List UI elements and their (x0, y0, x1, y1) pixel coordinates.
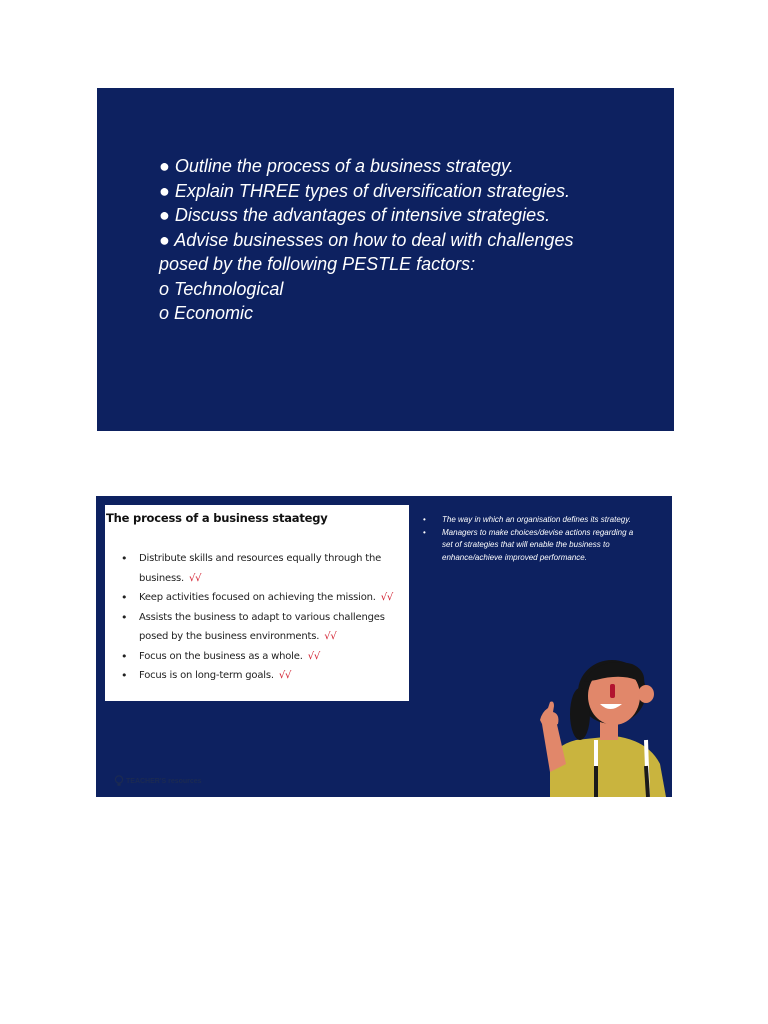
publisher-logo (114, 775, 202, 787)
strategy-points-list (119, 549, 404, 686)
objectives-slide (97, 88, 674, 431)
objective-line: posed by the following PESTLE factors: (159, 254, 476, 274)
strategy-point (119, 608, 404, 647)
strategy-points-box (105, 505, 409, 701)
point-text: Keep activities focused on achieving the mission. (139, 592, 376, 603)
lightbulb-icon (114, 775, 124, 787)
strategy-point (119, 647, 404, 667)
tick-mark: √√ (278, 670, 292, 681)
tick-mark: √√ (324, 631, 337, 642)
tick-mark: √√ (307, 650, 321, 662)
objective-line: ● Explain THREE types of diversification strategies. (159, 180, 571, 201)
point-text: Focus is on long-term goals. (139, 670, 274, 681)
tick-mark: √√ (380, 592, 394, 603)
objective-line: ● Outline the process of a business strategy. (159, 156, 514, 176)
strategy-point (119, 666, 404, 686)
definition-item: • The way in which an organisation defines its strategy. (423, 514, 645, 527)
definition-item: • Managers to make choices/devise actions regarding a set of strategies that will enable the business to enhance/achieve improved performance. (423, 527, 645, 565)
presenter-illustration-icon (536, 654, 672, 797)
point-text: Distribute skills and resources equally through the business. (139, 553, 382, 584)
definition-list (423, 514, 645, 564)
objective-line: o Technological (159, 278, 284, 299)
strategy-process-slide (96, 496, 672, 797)
objective-line: o Economic (159, 303, 254, 323)
strategy-point (119, 549, 404, 588)
objective-line: ● Advise businesses on how to deal with challenges (159, 229, 574, 250)
objectives-list (159, 154, 639, 326)
point-text: Assists the business to adapt to various challenges posed by the business environments. (139, 611, 385, 642)
box-title: The process of a business staategy (106, 511, 328, 525)
logo-text: TEACHER'S resources (126, 777, 202, 785)
strategy-point (119, 588, 404, 608)
tick-mark: √√ (188, 572, 202, 584)
objective-line: ● Discuss the advantages of intensive strategies. (159, 205, 551, 225)
point-text: Focus on the business as a whole. (139, 650, 303, 662)
